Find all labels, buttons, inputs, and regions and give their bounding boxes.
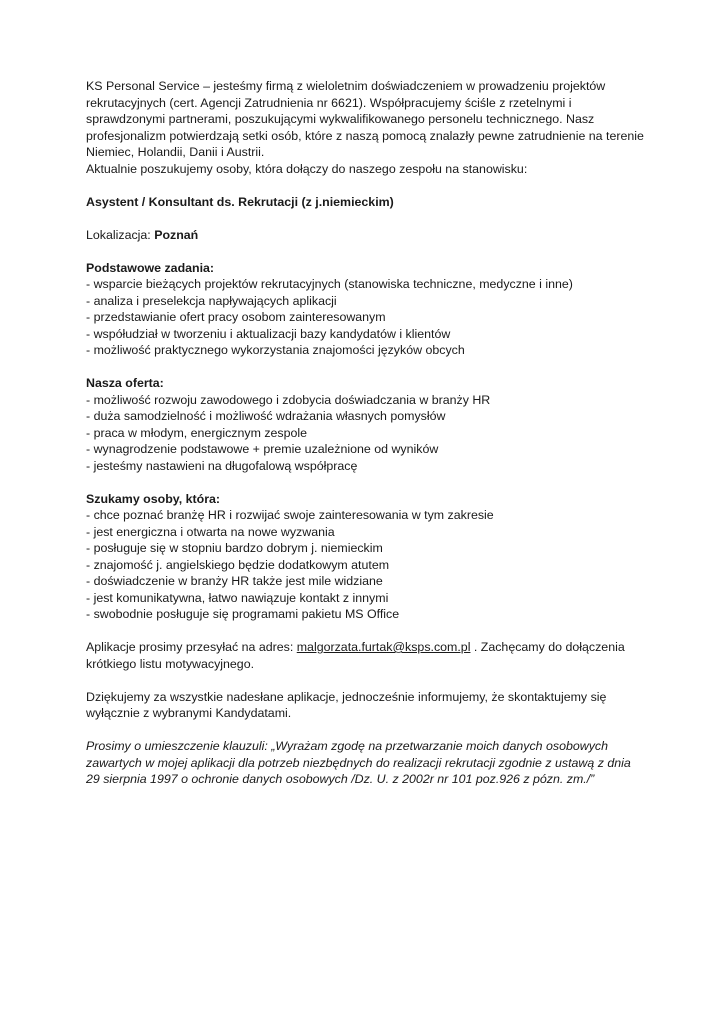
clause-line: Prosimy o umieszczenie klauzuli: „Wyrażam zgodę na przetwarzanie moich danych osobowych bbox=[86, 739, 609, 753]
spacer bbox=[86, 177, 646, 194]
list-item: - współudział w tworzeniu i aktualizacji bazy kandydatów i klientów bbox=[86, 326, 451, 341]
intro-paragraph bbox=[86, 78, 646, 177]
offer-section bbox=[86, 375, 646, 474]
intro-line: Aktualnie poszukujemy osoby, która dołączy do naszego zespołu na stanowisku: bbox=[86, 161, 528, 176]
offer-list bbox=[86, 392, 646, 475]
list-item: - wynagrodzenie podstawowe + premie uzależnione od wyników bbox=[86, 442, 439, 456]
tasks-heading: Podstawowe zadania: bbox=[86, 260, 215, 275]
apply-paragraph bbox=[86, 639, 646, 672]
consent-clause bbox=[86, 738, 646, 788]
position-title: Asystent / Konsultant ds. Rekrutacji (z j.niemieckim) bbox=[86, 194, 394, 209]
intro-line: sprawdzonymi partnerami, poszukującymi wykwalifikowanego personelu technicznego. Nasz bbox=[86, 112, 595, 126]
intro-line: Niemiec, Holandii, Danii i Austrii. bbox=[86, 145, 265, 159]
list-item: - znajomość j. angielskiego będzie dodatkowym atutem bbox=[86, 557, 390, 572]
list-item: - duża samodzielność i możliwość wdrażania własnych pomysłów bbox=[86, 409, 446, 423]
spacer bbox=[86, 359, 646, 376]
apply-text-before: Aplikacje prosimy przesyłać na adres: bbox=[86, 640, 297, 654]
requirements-section bbox=[86, 491, 646, 623]
location-value: Poznań bbox=[154, 227, 199, 242]
tasks-section bbox=[86, 260, 646, 359]
spacer bbox=[86, 672, 646, 689]
list-item: - posługuje się w stopniu bardzo dobrym j. niemieckim bbox=[86, 541, 383, 555]
clause-line: zawartych w mojej aplikacji dla potrzeb niezbędnych do realizacji rekrutacji zgodnie z ustawą z dnia bbox=[86, 755, 631, 770]
list-item: - doświadczenie w branży HR także jest mile widziane bbox=[86, 574, 383, 588]
thanks-line: wyłącznie z wybranymi Kandydatami. bbox=[86, 706, 292, 720]
spacer bbox=[86, 474, 646, 491]
list-item: - chce poznać branżę HR i rozwijać swoje zainteresowania w tym zakresie bbox=[86, 508, 494, 522]
document-page bbox=[86, 78, 646, 788]
spacer bbox=[86, 243, 646, 260]
list-item: - jest komunikatywna, łatwo nawiązuje kontakt z innymi bbox=[86, 590, 389, 605]
list-item: - praca w młodym, energicznym zespole bbox=[86, 425, 308, 440]
apply-line bbox=[86, 639, 646, 656]
list-item: - możliwość rozwoju zawodowego i zdobycia doświadczania w branży HR bbox=[86, 392, 491, 407]
list-item: - jesteśmy nastawieni na długofalową współpracę bbox=[86, 458, 358, 473]
offer-heading: Nasza oferta: bbox=[86, 376, 164, 390]
list-item: - jest energiczna i otwarta na nowe wyzwania bbox=[86, 524, 335, 539]
spacer bbox=[86, 210, 646, 227]
list-item: - analiza i preselekcja napływających aplikacji bbox=[86, 293, 337, 308]
intro-line: rekrutacyjnych (cert. Agencji Zatrudnienia nr 6621). Współpracujemy ściśle z rzetelnymi i bbox=[86, 95, 572, 110]
spacer bbox=[86, 722, 646, 739]
list-item: - swobodnie posługuje się programami pakietu MS Office bbox=[86, 607, 400, 621]
apply-line: krótkiego listu motywacyjnego. bbox=[86, 656, 255, 671]
requirements-list bbox=[86, 507, 646, 623]
list-item: - możliwość praktycznego wykorzystania znajomości języków obcych bbox=[86, 343, 465, 357]
clause-line: 29 sierpnia 1997 o ochronie danych osobowych /Dz. U. z 2002r nr 101 poz.926 z pózn. zm./” bbox=[86, 772, 595, 786]
location-label: Lokalizacja: bbox=[86, 227, 155, 242]
list-item: - wsparcie bieżących projektów rekrutacyjnych (stanowiska techniczne, medyczne i inne) bbox=[86, 277, 573, 291]
apply-text-after: . Zachęcamy do dołączenia bbox=[470, 640, 625, 654]
thanks-line: Dziękujemy za wszystkie nadesłane aplikacje, jednocześnie informujemy, że skontaktujemy się bbox=[86, 689, 607, 704]
thanks-paragraph bbox=[86, 689, 646, 722]
tasks-list bbox=[86, 276, 646, 359]
requirements-heading: Szukamy osoby, która: bbox=[86, 491, 221, 506]
intro-line: profesjonalizm potwierdzają setki osób, które z naszą pomocą znalazły pewne zatrudnienie na terenie bbox=[86, 128, 644, 143]
location-line bbox=[86, 227, 646, 244]
spacer bbox=[86, 623, 646, 640]
intro-line: KS Personal Service – jesteśmy firmą z wieloletnim doświadczeniem w prowadzeniu projektów bbox=[86, 79, 606, 93]
email-link[interactable]: malgorzata.furtak@ksps.com.pl bbox=[296, 640, 471, 654]
list-item: - przedstawianie ofert pracy osobom zainteresowanym bbox=[86, 310, 386, 324]
